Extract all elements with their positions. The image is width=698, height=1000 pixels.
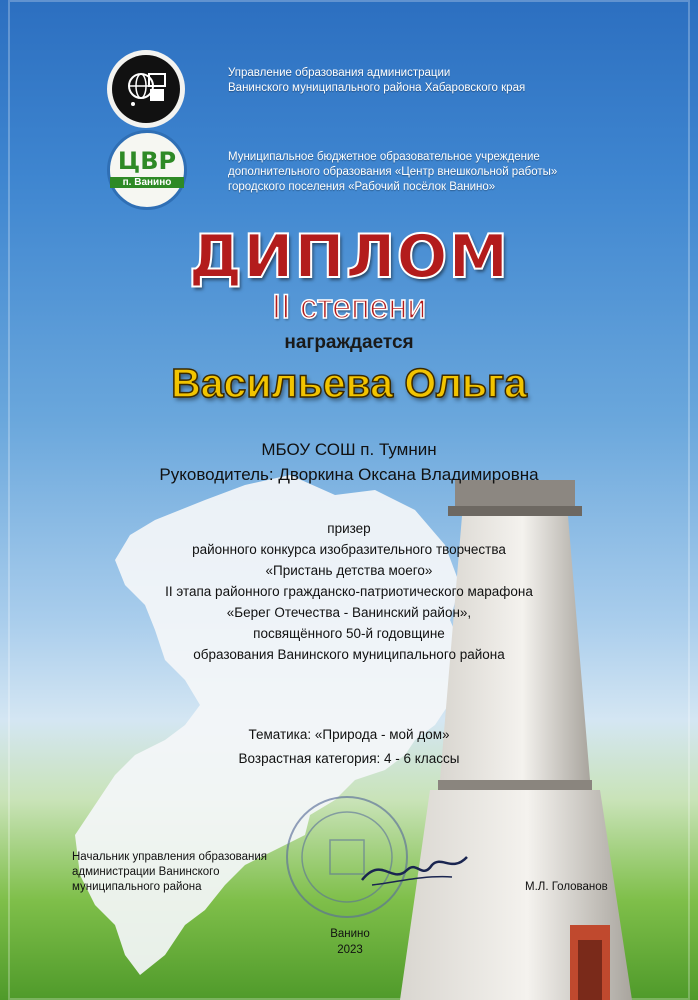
- org-header: [228, 150, 557, 195]
- diploma-title: ДИПЛОМ: [188, 222, 510, 292]
- body-line: районного конкурса изобразительного творчества: [192, 542, 506, 557]
- degree-label: II степени: [271, 288, 427, 326]
- admin-line-1: Управление образования администрации: [228, 67, 451, 79]
- body-line: посвящённого 50-й годовщине: [253, 626, 445, 641]
- position-line-3: муниципального района: [72, 881, 202, 893]
- position-line-1: Начальник управления образования: [72, 851, 268, 863]
- body-text: [0, 518, 698, 665]
- body-line: призер: [327, 521, 371, 536]
- recipient-name: Васильева Ольга: [171, 360, 527, 406]
- cvr-logo-sub: п. Ванино: [110, 177, 184, 188]
- admin-header: [228, 66, 525, 96]
- theme-line: Тематика: «Природа - мой дом»: [248, 727, 450, 742]
- cvr-logo: [107, 130, 187, 210]
- year-label: 2023: [337, 944, 363, 956]
- place-label: Ванино: [330, 928, 370, 940]
- admin-line-2: Ванинского муниципального района Хабаровского края: [228, 82, 526, 94]
- globe-computer-icon: [107, 50, 185, 128]
- body-line: «Берег Отечества - Ванинский район»,: [226, 605, 472, 620]
- signature: [352, 845, 472, 895]
- body-line: образования Ванинского муниципального района: [193, 647, 505, 662]
- supervisor-line: Руководитель: Дворкина Оксана Владимировна: [159, 465, 539, 484]
- body-line: II этапа районного гражданско-патриотического марафона: [165, 584, 533, 599]
- school-name: МБОУ СОШ п. Тумнин: [261, 440, 437, 459]
- position-line-2: администрации Ванинского: [72, 866, 220, 878]
- org-line-3: городского поселения «Рабочий посёлок Ванино»: [228, 181, 496, 193]
- signatory-position: [72, 850, 267, 895]
- age-category-line: Возрастная категория: 4 - 6 классы: [238, 751, 460, 766]
- awarded-label: награждается: [284, 332, 414, 353]
- body-line: «Пристань детства моего»: [265, 563, 433, 578]
- org-line-1: Муниципальное бюджетное образовательное учреждение: [228, 151, 540, 163]
- org-line-2: дополнительного образования «Центр внешкольной работы»: [228, 166, 558, 178]
- cvr-logo-main: ЦВР: [117, 147, 177, 175]
- signatory-name: М.Л. Голованов: [525, 881, 608, 893]
